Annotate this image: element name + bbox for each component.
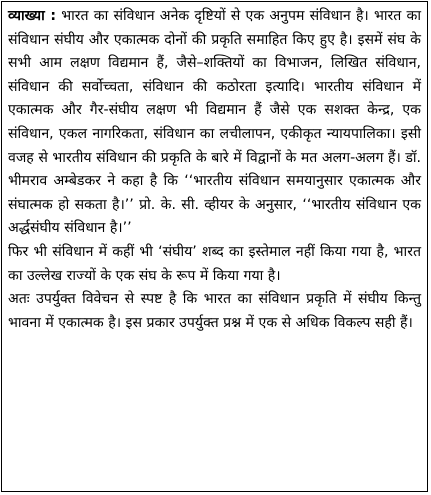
answer-explanation-box — [1, 1, 428, 492]
explanation-label: व्याख्या : — [8, 8, 56, 24]
explanation-paragraph-3: अतः उपर्युक्त विवेचन से स्पष्ट है कि भारत का संविधान प्रकृति में संघीय किन्तु भावना में एकात्मक है। इस प्रकार उपर्युक्त प्रश्न में एक से अधिक विकल्प सही हैं। — [8, 291, 421, 331]
explanation-paragraph-1 — [8, 5, 421, 241]
explanation-text-1: भारत का संविधान अनेक दृष्टियों से एक अनुपम संविधान है। भारत का संविधान संघीय और एकात्मक दोनों की प्रकृति समाहित किए हुए है। इसमें संघ के सभी आम लक्षण विद्यमान हैं, जैसे–शक्तियों का विभाजन, लिखित संविधान, संविधान की सर्वोच्चता, संविधान की कठोरता इत्यादि। भारतीय संविधान में एकात्मक और गैर-संघीय लक्षण भी विद्यमान हैं जैसे एक सशक्त केन्द्र, एक संविधान, एकल नागरिकता, संविधान का लचीलापन, एकीकृत न्यायपालिका। इसी वजह से भारतीय संविधान की प्रकृति के बारे में विद्वानों के मत अलग-अलग हैं। डॉ. भीमराव अम्बेडकर ने कहा है कि ‘‘भारतीय संविधान समयानुसार एकात्मक और संघात्मक हो सकता है।’’ प्रो. के. सी. व्हीयर के अनुसार, ‘‘भारतीय संविधान एक अर्द्धसंघीय संविधान है।’’ — [8, 8, 422, 237]
explanation-paragraph-2: फिर भी संविधान में कहीं भी ‘संघीय’ शब्द का इस्तेमाल नहीं किया गया है, भारत का उल्लेख राज्यों के एक संघ के रूप में किया गया है। — [8, 243, 421, 284]
